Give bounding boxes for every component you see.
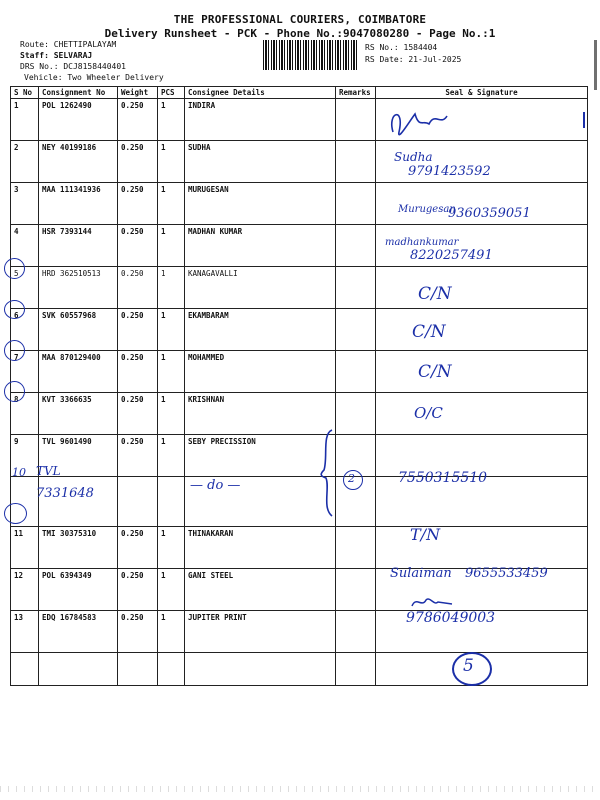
circled-count: 2	[348, 472, 355, 485]
cell-consignment: MAA 111341936	[39, 183, 118, 225]
table-row	[11, 351, 588, 393]
cell-pcs: 1	[158, 141, 185, 183]
table-row	[11, 527, 588, 569]
cell-weight: 0.250	[118, 225, 158, 267]
col-weight: Weight	[118, 87, 158, 99]
cell-consignee: SEBY PRECISSION	[185, 435, 336, 477]
cell-consignment: HRD 362510513	[39, 267, 118, 309]
row-circle-mark	[4, 340, 25, 361]
cell-consignee: MOHAMMED	[185, 351, 336, 393]
cell-sno: 1	[11, 99, 39, 141]
cell-remarks	[336, 351, 376, 393]
table-row	[11, 99, 588, 141]
signature-3-name: Murugesan	[398, 204, 456, 215]
signature-1	[385, 102, 465, 146]
signature-2-name: Sudha	[394, 150, 433, 164]
col-consignee: Consignee Details	[185, 87, 336, 99]
cell-sno: 11	[11, 527, 39, 569]
company-title: THE PROFESSIONAL COURIERS, COIMBATORE	[173, 13, 427, 26]
signature-3-phone: 9360359051	[448, 206, 531, 221]
cell-sno: 13	[11, 611, 39, 653]
scan-noise	[0, 786, 600, 792]
cell-consignment: POL 6394349	[39, 569, 118, 611]
cell-consignee: KANAGAVALLI	[185, 267, 336, 309]
cell-consignment: MAA 870129400	[39, 351, 118, 393]
col-sno: S No	[11, 87, 39, 99]
cell-pcs: 1	[158, 611, 185, 653]
cell-sno: 9	[11, 435, 39, 477]
table-row	[11, 393, 588, 435]
table-row	[11, 611, 588, 653]
table-row	[11, 225, 588, 267]
cell-signature	[376, 393, 588, 435]
cell-weight: 0.250	[118, 183, 158, 225]
cell-weight: 0.250	[118, 569, 158, 611]
cell-consignment: TVL 9601490	[39, 435, 118, 477]
cell-remarks	[336, 569, 376, 611]
cell-remarks	[336, 393, 376, 435]
row-10-sno: 10	[12, 466, 26, 479]
cell-sno: 6	[11, 309, 39, 351]
staff-label: Staff: SELVARAJ	[20, 51, 93, 60]
ink-mark	[583, 112, 585, 128]
col-signature: Seal & Signature	[376, 87, 588, 99]
cell-consignment: HSR 7393144	[39, 225, 118, 267]
cell-weight: 0.250	[118, 527, 158, 569]
cell-consignee: EKAMBARAM	[185, 309, 336, 351]
cell-sno: 12	[11, 569, 39, 611]
signature-5: C/N	[418, 284, 452, 304]
cell-sno: 2	[11, 141, 39, 183]
rs-number: RS No.: 1584404	[365, 43, 438, 52]
cell-empty	[11, 653, 39, 686]
cell-signature	[376, 267, 588, 309]
table-row-blank	[11, 653, 588, 686]
route-label: Route: CHETTIPALAYAM	[20, 40, 117, 49]
cell-pcs: 1	[158, 225, 185, 267]
signature-13-phone: 9786049003	[406, 610, 496, 626]
signature-4-phone: 8220257491	[410, 248, 493, 263]
vehicle-label: Vehicle: Two Wheeler Delivery	[24, 73, 164, 82]
cell-weight: 0.250	[118, 435, 158, 477]
cell-consignment: SVK 60557968	[39, 309, 118, 351]
cell-consignee: THINAKARAN	[185, 527, 336, 569]
rs-date: RS Date: 21-Jul-2025	[365, 55, 462, 64]
cell-remarks	[336, 611, 376, 653]
cell-pcs: 1	[158, 435, 185, 477]
row-10-consignment-b: 7331648	[36, 486, 94, 501]
cell-sno: 3	[11, 183, 39, 225]
cell-weight: 0.250	[118, 351, 158, 393]
cell-consignee: SUDHA	[185, 141, 336, 183]
cell-consignee: INDIRA	[185, 99, 336, 141]
table-row	[11, 435, 588, 477]
signature-4-name: madhankumar	[385, 237, 459, 248]
row-circle-mark	[4, 300, 25, 319]
table-row	[11, 267, 588, 309]
cell-pcs: 1	[158, 527, 185, 569]
cell-empty	[336, 653, 376, 686]
cell-empty	[185, 653, 336, 686]
cell-remarks	[336, 267, 376, 309]
cell-weight: 0.250	[118, 267, 158, 309]
row-circle-mark	[4, 258, 25, 279]
cell-weight: 0.250	[118, 309, 158, 351]
runsheet-table	[10, 86, 588, 686]
scan-edge	[594, 40, 597, 90]
cell-consignment: POL 1262490	[39, 99, 118, 141]
cell-sno: 7	[11, 351, 39, 393]
cell-consignee: KRISHNAN	[185, 393, 336, 435]
cell-remarks	[336, 527, 376, 569]
cell-weight: 0.250	[118, 393, 158, 435]
cell-weight: 0.250	[118, 141, 158, 183]
signature-6: C/N	[412, 322, 446, 342]
cell-sno: 4	[11, 225, 39, 267]
cell-empty	[39, 653, 118, 686]
cell-pcs: 1	[158, 393, 185, 435]
cell-remarks	[336, 309, 376, 351]
table-row	[11, 141, 588, 183]
circled-total: 5	[463, 656, 474, 676]
cell-sno: 8	[11, 393, 39, 435]
row-10-consignment-a: TVL	[36, 464, 61, 478]
cell-signature	[376, 309, 588, 351]
signature-2-phone: 9791423592	[408, 164, 491, 179]
barcode	[263, 40, 359, 70]
signature-7: C/N	[418, 362, 452, 382]
cell-sno: 5	[11, 267, 39, 309]
cell-remarks	[336, 183, 376, 225]
cell-pcs: 1	[158, 183, 185, 225]
runsheet-subtitle: Delivery Runsheet - PCK - Phone No.:9047080280 - Page No.:1	[104, 27, 496, 40]
cell-signature	[376, 351, 588, 393]
cell-pcs: 1	[158, 351, 185, 393]
signature-9-phone: 7550315510	[398, 470, 488, 486]
signature-8: O/C	[414, 404, 443, 422]
cell-pcs: 1	[158, 267, 185, 309]
cell-remarks	[336, 225, 376, 267]
cell-remarks	[336, 141, 376, 183]
cell-consignment: TMI 30375310	[39, 527, 118, 569]
cell-weight: 0.250	[118, 611, 158, 653]
cell-consignee: MURUGESAN	[185, 183, 336, 225]
cell-signature	[376, 527, 588, 569]
cell-pcs: 1	[158, 99, 185, 141]
brace-mark	[318, 428, 338, 518]
signature-12-name: Sulaiman	[390, 566, 452, 581]
row-circle-mark	[4, 503, 27, 524]
cell-empty	[118, 653, 158, 686]
cell-consignment: KVT 3366635	[39, 393, 118, 435]
col-pcs: PCS	[158, 87, 185, 99]
row-circle-mark	[4, 381, 25, 402]
row-10-ditto: — do —	[190, 478, 241, 493]
signature-11: T/N	[410, 525, 441, 544]
cell-empty	[158, 653, 185, 686]
cell-consignee: MADHAN KUMAR	[185, 225, 336, 267]
cell-weight: 0.250	[118, 99, 158, 141]
drs-label: DRS No.: DCJ8158440401	[20, 62, 126, 71]
col-consignment: Consignment No	[39, 87, 118, 99]
table-row	[11, 477, 588, 527]
cell-consignment: NEY 40199186	[39, 141, 118, 183]
cell-remarks	[336, 99, 376, 141]
cell-consignee: GANI STEEL	[185, 569, 336, 611]
col-remarks: Remarks	[336, 87, 376, 99]
table-row	[11, 309, 588, 351]
cell-weight	[118, 477, 158, 527]
cell-pcs	[158, 477, 185, 527]
signature-12-phone: 9655533459	[465, 566, 548, 581]
cell-consignment: EDQ 16784583	[39, 611, 118, 653]
cell-consignee: JUPITER PRINT	[185, 611, 336, 653]
table-header	[11, 87, 588, 99]
cell-consignment	[39, 477, 118, 527]
cell-pcs: 1	[158, 569, 185, 611]
cell-pcs: 1	[158, 309, 185, 351]
